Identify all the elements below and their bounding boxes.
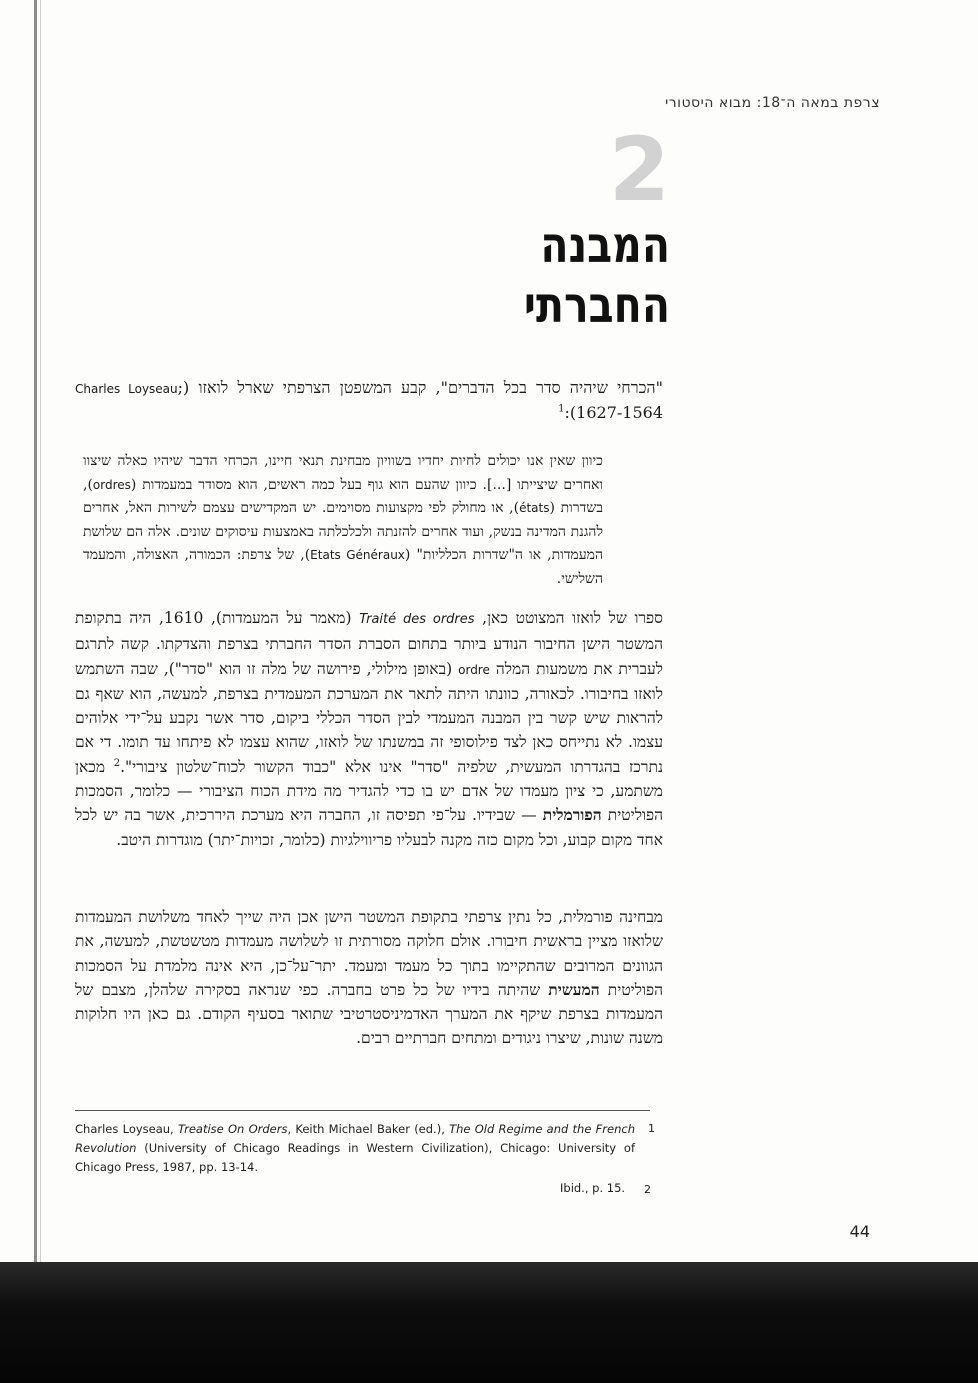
epigraph: "הכרחי שיהיה סדר בכל הדברים", קבע המשפטן הצרפתי שארל לואזו (Charles Loyseau; 1627-1564):$^1$ [75,378,663,422]
footnote-1: Charles Loyseau, Treatise On Orders, Keith Michael Baker (ed.), The Old Regime and the French Revolution (University of Chicago Readings in Western Civilization), Chicago: University of Chicago Press, 1987, pp. 13-14. [75,1122,635,1174]
chapter-title: המבנה החברתי [523,216,670,334]
binding-edge-inner [40,0,41,1290]
running-head: צרפת במאה ה־18: מבוא היסטורי [665,95,880,111]
footnote-2: Ibid., p. 15. [560,1181,626,1195]
paragraph-1: ספרו של לואזו המצוטט כאן, Traité des ordres (מאמר על המעמדות), 1610, היה בתקופת המשטר הישן החיבור הנודע ביותר בתחום הסברת הסדר החברתי בצרפת והצדקתו. קשה לתרגם לעברית את משמעות המלה ordre (באופן מילולי, פירושה של מלה זו הוא "סדר"), שבה השתמש לואזו בחיבורו. לכאורה, כוונתו היתה לתאר את המערכת המעמדית בצרפת, למעשה, הוא שאף גם להראות שיש קשר בין המבנה המעמדי לבין הסדר הכללי ביקום, סדר אשר נקבע על־ידי אלוהים עצמו. לא נתייחס כאן לצד פילוסופי זה במשנתו של לואזו, שהוא עצמו לא פיתחו עד תומו. די אם נתרכז בהגדרתו המעשית, שלפיה "סדר" אינו אלא "כבוד הקשור לכוח־שלטון ציבורי".$^2$ מכאן משתמע, כי ציון מעמדו של אדם יש בו כדי להגדיר מה מידת הכוח הציבורי — כלומר, הסמכות הפוליטית הפורמלית — שבידיו. על־פי תפיסה זו, החברה היא מערכת היררכית, אשר בה יש לכל אחד מקום קבוע, וכל מקום כזה מקנה לבעליו פריווילגיות (כלומר, זכויות־יתר) מוגדרות היטב. [75,609,663,849]
book-title: Traité des ordres [359,612,475,627]
footnote-1-number: 1 [648,1122,655,1135]
paragraph-2: מבחינה פורמלית, כל נתין צרפתי בתקופת המשטר הישן אכן היה שייך לאחד משלושת המעמדות שלואזו מציין בראשית חיבורו. אולם חלוקה מסורתית זו לשלושה מעמדות מטשטשת, למעשה, את הגוונים המרובים שהתקיימו בתוך כל מעמד ומעמד. יתר־על־כן, היא אינה מלמדת על הסמכות הפוליטית המעשית שהיתה בידיו של כל פרט בחברה. כפי שנראה בסקירה שלהלן, מצבם של המעמדות בצרפת שיקף את המערך האדמיניסטרטיבי שתואר בסעיף הקודם. גם כאן היו חלוקות משנה שונות, שיצרו ניגודים ומתחים חברתיים רבים. [75,908,663,1048]
page-number: 44 [849,1222,870,1241]
binding-edge [34,0,37,1290]
footnote-ref-2[interactable]: 2 [113,757,121,769]
epigraph-author: Charles Loyseau [75,382,178,396]
block-quote: כיוון שאין אנו יכולים לחיות יחדיו בשוויון מבחינת תנאי חיינו, הכרחי הדבר שיהיו כאלה שיצוו ואחרים שיצייתו [...]. כיוון שהעם הוא גוף בעל כמה ראשים, הוא מסודר במעמדות (ordres), בשדרות (états), או מחולק לפי מקצועות מסוימים. יש המקדישים עצמם לשירות האל, אחרים להגנת המדינה בנשק, ועוד אחרים להזנתה ולכלכלתה באמצעות עיסוקים שונים. אלה הם שלושת המעמדות, או ה"שדרות הכלליות" (Etats Généraux), של צרפת: הכמורה, האצולה, והמעמד השלישי. [83,453,604,587]
scan-shadow [0,1262,978,1383]
footnote-divider [75,1110,650,1111]
footnote-ref-1[interactable]: 1 [558,403,565,415]
footnote-2-number: 2 [644,1183,651,1196]
chapter-number: 2 [608,118,670,221]
